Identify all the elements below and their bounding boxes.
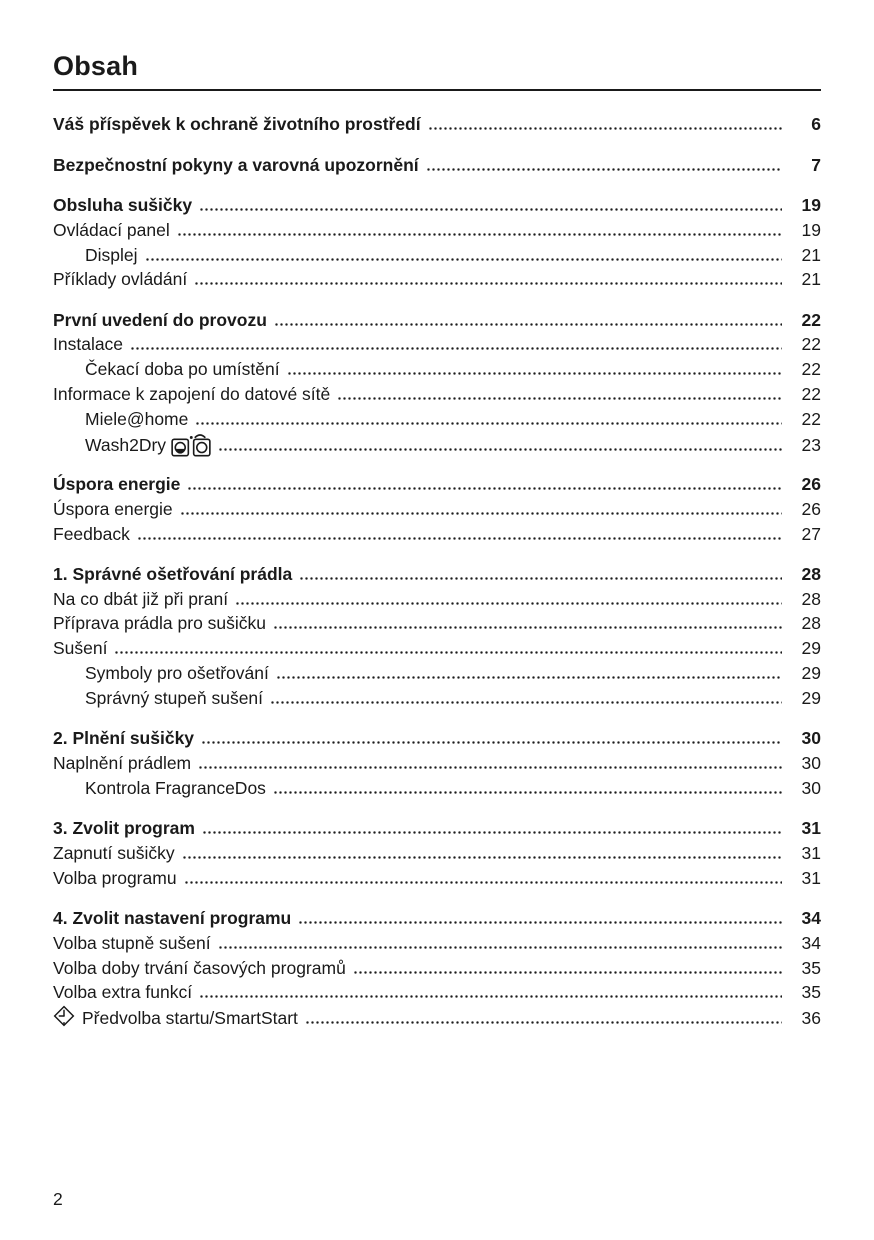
toc-entry-label bbox=[53, 1005, 298, 1031]
toc-section bbox=[53, 816, 821, 890]
title-divider bbox=[53, 89, 821, 91]
toc-entry-text: Informace k zapojení do datové sítě bbox=[53, 384, 331, 405]
dot-leader bbox=[198, 755, 782, 769]
toc-entry-label bbox=[53, 956, 346, 981]
toc-entry-label bbox=[85, 776, 266, 801]
toc-row[interactable] bbox=[53, 497, 821, 522]
toc-entry-text: Kontrola FragranceDos bbox=[85, 777, 266, 798]
dot-leader bbox=[274, 311, 782, 325]
toc-entry-text: Předvolba startu/SmartStart bbox=[82, 1008, 298, 1029]
toc-row[interactable] bbox=[53, 816, 821, 841]
toc-section bbox=[53, 112, 821, 137]
dot-leader bbox=[287, 361, 782, 375]
dot-leader bbox=[137, 525, 782, 539]
toc-entry-label bbox=[85, 686, 263, 711]
toc-entry-page: 22 bbox=[801, 408, 821, 429]
delay-start-icon bbox=[53, 1005, 75, 1027]
toc-row[interactable] bbox=[53, 357, 821, 382]
dot-leader bbox=[145, 246, 782, 260]
toc-entry-text: Bezpečnostní pokyny a varovná upozornění bbox=[53, 154, 419, 175]
dot-leader bbox=[114, 640, 782, 654]
toc-row[interactable] bbox=[53, 308, 821, 333]
toc-entry-text: Volba extra funkcí bbox=[53, 982, 193, 1003]
toc-row[interactable] bbox=[53, 866, 821, 891]
toc-entry-text: První uvedení do provozu bbox=[53, 309, 267, 330]
toc-row[interactable] bbox=[53, 332, 821, 357]
toc-entry-label bbox=[53, 751, 191, 776]
toc-entry-page: 26 bbox=[801, 498, 821, 519]
toc-entry-label bbox=[85, 243, 138, 268]
toc-entry-page: 35 bbox=[801, 982, 821, 1003]
toc-entry-page: 26 bbox=[801, 473, 821, 494]
toc-row[interactable] bbox=[53, 1005, 821, 1030]
toc-entry-page: 34 bbox=[801, 932, 821, 953]
toc-entry-label bbox=[53, 382, 330, 407]
dot-leader bbox=[199, 197, 782, 211]
dot-leader bbox=[194, 271, 782, 285]
toc-entry-page: 28 bbox=[801, 588, 821, 609]
toc-section bbox=[53, 906, 821, 1030]
toc-entry-text: 4. Zvolit nastavení programu bbox=[53, 907, 292, 928]
toc-entry-page: 7 bbox=[811, 154, 821, 175]
toc-entry-text: Zapnutí sušičky bbox=[53, 842, 175, 863]
toc-entry-label bbox=[53, 522, 130, 547]
toc-row[interactable] bbox=[53, 562, 821, 587]
toc-entry-page: 27 bbox=[801, 523, 821, 544]
dot-leader bbox=[199, 984, 782, 998]
toc-entry-page: 22 bbox=[801, 359, 821, 380]
toc-entry-page: 21 bbox=[801, 269, 821, 290]
toc-row[interactable] bbox=[53, 153, 821, 178]
toc-entry-text: Příklady ovládání bbox=[53, 269, 188, 290]
toc-row[interactable] bbox=[53, 611, 821, 636]
page-title: Obsah bbox=[53, 51, 139, 81]
toc-entry-page: 22 bbox=[801, 309, 821, 330]
dot-leader bbox=[353, 959, 782, 973]
toc-entry-label bbox=[53, 308, 267, 333]
dot-leader bbox=[130, 336, 782, 350]
toc-entry-text: Feedback bbox=[53, 523, 130, 544]
toc-entry-label bbox=[53, 636, 107, 661]
dot-leader bbox=[299, 566, 782, 580]
toc-entry-page: 30 bbox=[801, 752, 821, 773]
toc-row[interactable] bbox=[53, 267, 821, 292]
toc-row[interactable] bbox=[53, 112, 821, 137]
toc-row[interactable] bbox=[53, 906, 821, 931]
toc-entry-page: 36 bbox=[801, 1008, 821, 1029]
toc-entry-text: Displej bbox=[85, 244, 138, 265]
dot-leader bbox=[298, 910, 782, 924]
toc-row[interactable] bbox=[53, 980, 821, 1005]
toc-entry-label bbox=[53, 931, 211, 956]
toc-row[interactable] bbox=[53, 636, 821, 661]
toc-entry-page: 19 bbox=[801, 194, 821, 215]
toc-row[interactable] bbox=[53, 432, 821, 457]
dot-leader bbox=[218, 934, 782, 948]
toc-entry-text: 1. Správné ošetřování prádla bbox=[53, 563, 293, 584]
dot-leader bbox=[273, 779, 782, 793]
toc-entry-page: 35 bbox=[801, 957, 821, 978]
toc-entry-text: Úspora energie bbox=[53, 473, 181, 494]
toc-entry-text: Naplnění prádlem bbox=[53, 752, 192, 773]
toc-entry-page: 34 bbox=[801, 907, 821, 928]
toc-row[interactable] bbox=[53, 686, 821, 711]
toc-entry-label bbox=[53, 726, 194, 751]
toc-row[interactable] bbox=[53, 193, 821, 218]
toc-entry-text: Ovládací panel bbox=[53, 219, 170, 240]
toc-section bbox=[53, 193, 821, 292]
toc-entry-label bbox=[53, 866, 177, 891]
toc-row[interactable] bbox=[53, 243, 821, 268]
toc-row[interactable] bbox=[53, 522, 821, 547]
toc-entry-label bbox=[53, 587, 228, 612]
toc-entry-label bbox=[53, 497, 173, 522]
dot-leader bbox=[187, 476, 782, 490]
dot-leader bbox=[195, 411, 782, 425]
dot-leader bbox=[270, 689, 782, 703]
dot-leader bbox=[235, 590, 782, 604]
toc-entry-label bbox=[85, 661, 269, 686]
toc-entry-label bbox=[53, 472, 180, 497]
toc-row[interactable] bbox=[53, 661, 821, 686]
dot-leader bbox=[218, 436, 782, 450]
toc-entry-text: 2. Plnění sušičky bbox=[53, 728, 195, 749]
toc-entry-page: 28 bbox=[801, 563, 821, 584]
toc-entry-page: 6 bbox=[811, 114, 821, 135]
toc-entry-page: 29 bbox=[801, 687, 821, 708]
toc-row[interactable] bbox=[53, 956, 821, 981]
toc-entry-page: 30 bbox=[801, 777, 821, 798]
toc-row[interactable] bbox=[53, 472, 821, 497]
dot-leader bbox=[273, 615, 782, 629]
toc-section bbox=[53, 308, 821, 457]
dot-leader bbox=[276, 665, 782, 679]
toc-entry-page: 30 bbox=[801, 728, 821, 749]
toc-entry-text: Wash2Dry bbox=[85, 434, 167, 455]
toc-entry-label bbox=[53, 332, 123, 357]
toc-entry-text: Symboly pro ošetřování bbox=[85, 663, 269, 684]
toc-entry-page: 29 bbox=[801, 638, 821, 659]
toc-entry-label bbox=[53, 112, 421, 137]
toc-entry-label bbox=[53, 841, 175, 866]
toc-entry-label bbox=[85, 407, 188, 432]
dot-leader bbox=[426, 156, 782, 170]
dot-leader bbox=[184, 869, 782, 883]
dot-leader bbox=[202, 820, 782, 834]
wash2dry-icon bbox=[171, 432, 211, 457]
toc-entry-text: Obsluha sušičky bbox=[53, 194, 193, 215]
toc-row[interactable] bbox=[53, 931, 821, 956]
toc-section bbox=[53, 472, 821, 546]
toc-entry-text: Miele@home bbox=[85, 408, 189, 429]
toc-entry-label bbox=[53, 906, 291, 931]
dot-leader bbox=[201, 730, 782, 744]
toc-entry-label bbox=[53, 193, 192, 218]
toc-row[interactable] bbox=[53, 382, 821, 407]
toc-row[interactable] bbox=[53, 776, 821, 801]
toc-entry-label bbox=[53, 980, 192, 1005]
toc-entry-page: 31 bbox=[801, 867, 821, 888]
toc-entry-label bbox=[53, 218, 170, 243]
toc-entry-text: Volba programu bbox=[53, 867, 177, 888]
toc-section bbox=[53, 726, 821, 800]
toc-entry-text: Správný stupeň sušení bbox=[85, 687, 264, 708]
toc-entry-page: 22 bbox=[801, 334, 821, 355]
toc-entry-page: 31 bbox=[801, 842, 821, 863]
toc-entry-text: Úspora energie bbox=[53, 498, 173, 519]
toc-row[interactable] bbox=[53, 751, 821, 776]
toc-entry-page: 29 bbox=[801, 663, 821, 684]
dot-leader bbox=[305, 1010, 782, 1024]
toc-list bbox=[53, 112, 821, 1030]
dot-leader bbox=[180, 500, 782, 514]
toc-entry-text: Instalace bbox=[53, 334, 124, 355]
dot-leader bbox=[428, 116, 782, 130]
toc-entry-text: Sušení bbox=[53, 638, 108, 659]
dot-leader bbox=[182, 844, 782, 858]
toc-entry-label bbox=[53, 267, 187, 292]
toc-entry-text: 3. Zvolit program bbox=[53, 818, 195, 839]
toc-entry-label bbox=[53, 816, 195, 841]
toc-entry-page: 28 bbox=[801, 613, 821, 634]
dot-leader bbox=[337, 386, 782, 400]
toc-section bbox=[53, 153, 821, 178]
toc-entry-label bbox=[85, 432, 211, 458]
toc-entry-text: Na co dbát již při praní bbox=[53, 588, 229, 609]
toc-entry-page: 21 bbox=[801, 244, 821, 265]
toc-entry-text: Váš příspěvek k ochraně životního prostředí bbox=[53, 114, 421, 135]
toc-entry-page: 23 bbox=[801, 434, 821, 455]
toc-entry-page: 31 bbox=[801, 818, 821, 839]
toc-section bbox=[53, 562, 821, 711]
toc-row[interactable] bbox=[53, 218, 821, 243]
toc-entry-page: 19 bbox=[801, 219, 821, 240]
toc-entry-label bbox=[85, 357, 280, 382]
toc-row[interactable] bbox=[53, 841, 821, 866]
toc-entry-label bbox=[53, 153, 419, 178]
toc-row[interactable] bbox=[53, 587, 821, 612]
toc-entry-label bbox=[53, 611, 266, 636]
page-number: 2 bbox=[53, 1189, 63, 1209]
toc-row[interactable] bbox=[53, 407, 821, 432]
toc-entry-text: Volba doby trvání časových programů bbox=[53, 957, 346, 978]
toc-entry-text: Příprava prádla pro sušičku bbox=[53, 613, 267, 634]
toc-row[interactable] bbox=[53, 726, 821, 751]
toc-entry-text: Čekací doba po umístění bbox=[85, 359, 280, 380]
toc-entry-text: Volba stupně sušení bbox=[53, 932, 211, 953]
dot-leader bbox=[177, 221, 782, 235]
toc-entry-page: 22 bbox=[801, 384, 821, 405]
toc-entry-label bbox=[53, 562, 292, 587]
